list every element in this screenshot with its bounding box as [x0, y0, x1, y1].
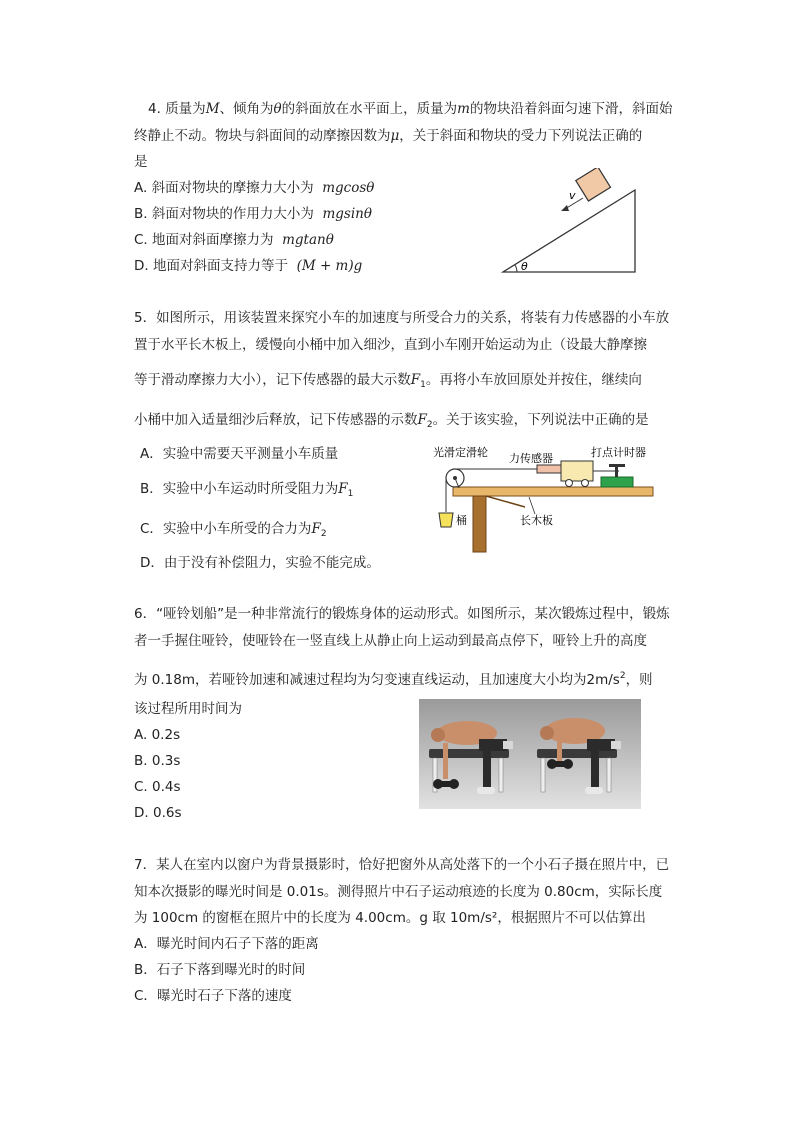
velocity-label: v — [569, 189, 576, 202]
q7-option-c: C．曝光时石子下落的速度 — [134, 988, 292, 1004]
q4-line3: 是 — [134, 154, 148, 170]
q7-line2: 知本次摄影的曝光时间是 0.01s。测得照片中石子运动痕迹的长度为 0.80cm，实际长度 — [134, 884, 663, 900]
q5-line4: 小桶中加入适量细沙后释放，记下传感器的示数$F_2$。关于该实验，下列说法中正确的是 — [134, 412, 649, 430]
q6-option-c: C. 0.4s — [134, 779, 181, 795]
q4-option-b: B. 斜面对物块的作用力大小为 mgsinθ — [134, 206, 372, 222]
cart-apparatus-figure — [425, 440, 660, 555]
board-pointer — [529, 497, 535, 514]
q4-number: 4. — [148, 101, 161, 117]
sensor-label: 力传感器 — [509, 452, 553, 465]
q4-option-a: A. 斜面对物块的摩擦力大小为 mgcosθ — [134, 180, 375, 196]
velocity-arrowhead — [561, 205, 569, 211]
block — [576, 168, 611, 201]
table-leg — [473, 496, 486, 552]
incline-figure — [495, 168, 645, 278]
q7-option-a: A．曝光时间内石子下落的距离 — [134, 936, 319, 952]
q4-line1: 4. 质量为M、倾角为θ的斜面放在水平面上，质量为m的物块沿着斜面匀速下滑，斜面始 — [148, 101, 673, 117]
timer-label: 打点计时器 — [591, 446, 646, 459]
table-brace — [486, 496, 525, 507]
q5-line2: 置于水平长木板上，缓慢向小桶中加入细沙，直到小车刚开始运动为止（设最大静摩擦 — [134, 337, 647, 353]
long-board — [453, 487, 653, 496]
q6-option-a: A. 0.2s — [134, 727, 181, 743]
q7-line3: 为 100cm 的窗框在照片中的长度为 4.00cm。g 取 10m/s²，根据照片不可以估算出 — [134, 910, 646, 926]
bucket-label: 桶 — [456, 514, 467, 527]
q7-line1: 7．某人在室内以窗户为背景摄影时，恰好把窗外从高处落下的一个小石子摄在照片中，已 — [134, 857, 670, 873]
q4-option-d: D. 地面对斜面支持力等于 (M + m)g — [134, 258, 363, 274]
q5-option-c: C．实验中小车所受的合力为$F_2$ — [140, 521, 327, 539]
ticker-post — [615, 466, 618, 477]
force-sensor — [537, 465, 561, 473]
q6-option-b: B. 0.3s — [134, 753, 181, 769]
bucket — [439, 513, 453, 527]
q5-line3: 等于滑动摩擦力大小），记下传感器的最大示数$F_1$。再将小车放回原处并按住，继续向 — [134, 372, 642, 390]
board-label: 长木板 — [520, 514, 553, 527]
angle-label: θ — [521, 260, 528, 273]
q5-line1: 5．如图所示，用该装置来探究小车的加速度与所受合力的关系，将装有力传感器的小车放 — [134, 310, 670, 326]
angle-arc — [515, 265, 517, 272]
q5-option-d: D．由于没有补偿阻力，实验不能完成。 — [140, 555, 380, 571]
ticker-timer — [601, 477, 633, 487]
cart — [561, 461, 593, 481]
pulley-label: 光滑定滑轮 — [433, 446, 488, 459]
ticker-arm — [609, 464, 625, 467]
q7-option-b: B．石子下落到曝光时的时间 — [134, 962, 306, 978]
q6-number: 6． — [134, 606, 157, 622]
q7-number: 7． — [134, 857, 157, 873]
q5-number: 5． — [134, 310, 157, 326]
q6-line4: 该过程所用时间为 — [134, 701, 242, 717]
q4-option-c: C. 地面对斜面摩擦力为 mgtanθ — [134, 232, 334, 248]
q6-line1: 6．“哑铃划船”是一种非常流行的锻炼身体的运动形式。如图所示，某次锻炼过程中，锻炼 — [134, 606, 670, 622]
q5-option-b: B．实验中小车运动时所受阻力为$F_1$ — [140, 481, 354, 499]
q4-line2: 终静止不动。物块与斜面间的动摩擦因数为μ，关于斜面和物块的受力下列说法正确的 — [134, 128, 643, 144]
cart-wheel-left — [566, 480, 573, 487]
dumbbell-row-photo — [419, 699, 641, 809]
q6-line2: 者一手握住哑铃，使哑铃在一竖直线上从静止向上运动到最高点停下，哑铃上升的高度 — [134, 633, 647, 649]
q5-option-a: A．实验中需要天平测量小车质量 — [140, 446, 339, 462]
q6-option-d: D. 0.6s — [134, 805, 182, 821]
cart-wheel-right — [582, 480, 589, 487]
q6-line3: 为 0.18m，若哑铃加速和减速过程均为匀变速直线运动，且加速度大小均为$2m/s^2$，则 — [134, 671, 653, 688]
